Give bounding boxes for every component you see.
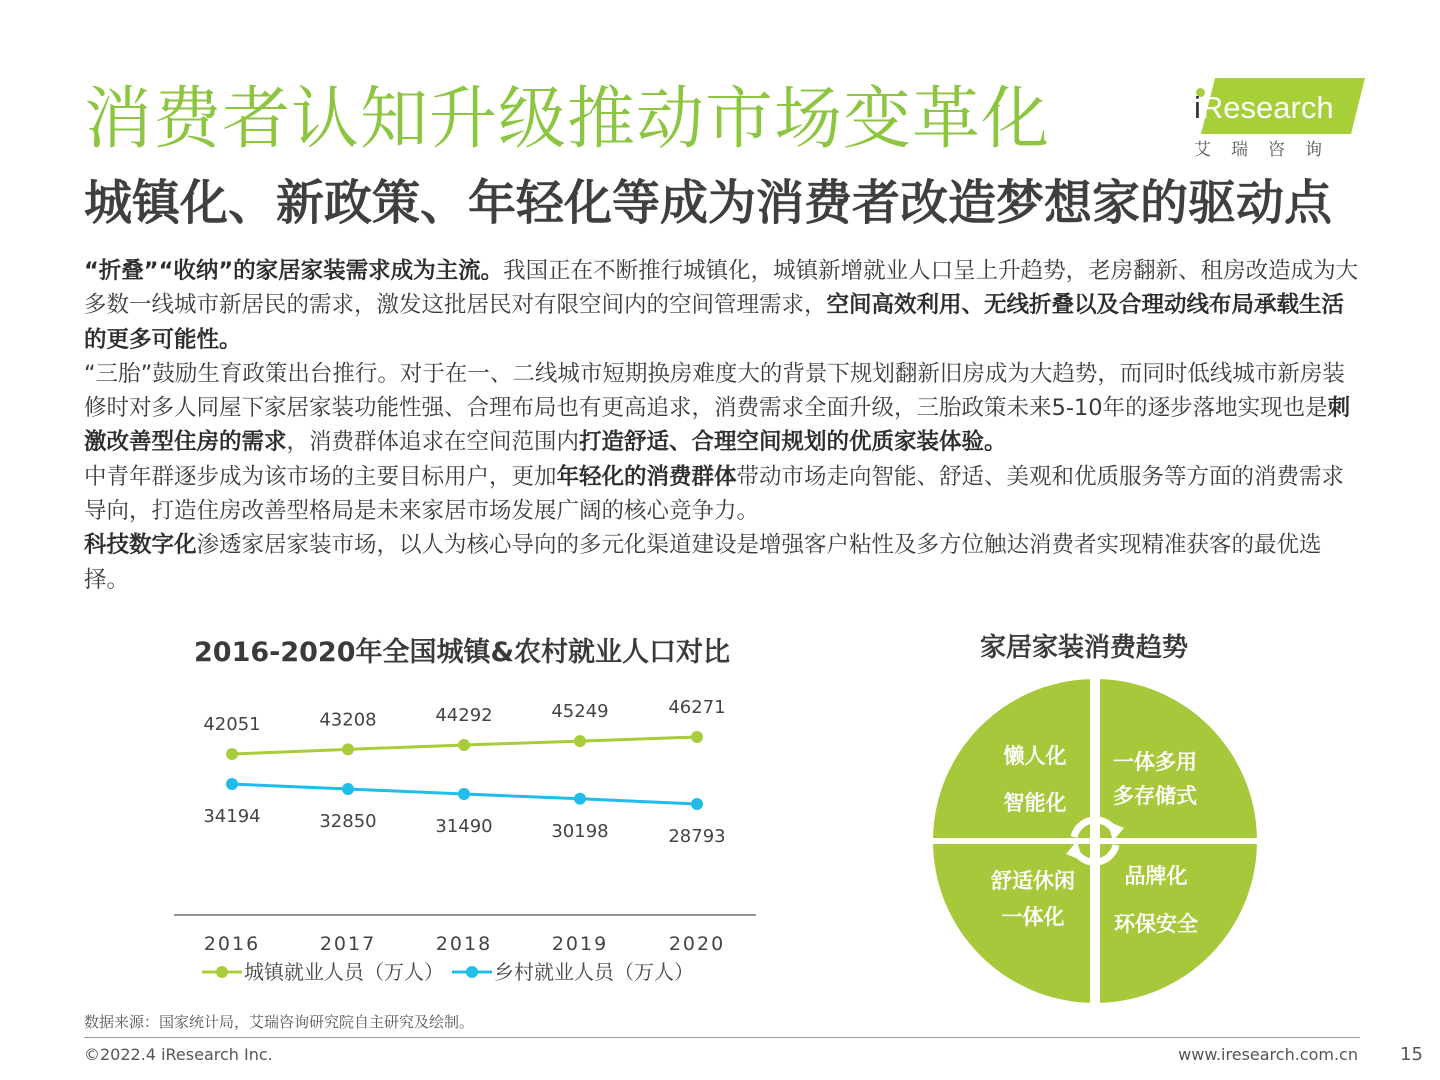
paragraph-digitalization	[84, 528, 1364, 597]
urban-series-point	[458, 739, 470, 751]
legend-rural-marker	[466, 966, 478, 978]
quadrant-top-left-label: 懒人化	[1003, 744, 1067, 768]
trend-diagram	[920, 670, 1270, 1010]
iresearch-logo	[1188, 74, 1368, 164]
rural-series-data-label: 32850	[319, 810, 377, 832]
quadrant-bottom-right-label: 环保安全	[1114, 912, 1198, 936]
rural-series-data-label: 28793	[668, 826, 726, 847]
x-tick-label: 2018	[435, 933, 493, 955]
rural-series-point	[691, 798, 703, 810]
logo-text-rest: Research	[1200, 90, 1334, 125]
logo-chinese: 艾瑞咨询	[1194, 140, 1342, 160]
x-tick-label: 2017	[319, 933, 377, 955]
rural-series-point	[342, 783, 354, 795]
rural-series-point	[226, 778, 238, 790]
employment-line-chart	[160, 680, 770, 990]
text: 带动市场走向智能、舒适、美观和优质服务等方面的消费需求导向，打造住房改善型格局是未来家居市场发展广阔的核心竞争力。	[84, 463, 1345, 525]
urban-series-data-label: 44292	[435, 704, 493, 726]
urban-series-data-label: 42051	[203, 714, 261, 735]
body-text	[84, 254, 1364, 597]
logo-text	[1194, 88, 1334, 128]
text: ，消费群体追求在空间范围内	[286, 429, 580, 456]
paragraph-three-child-policy	[84, 357, 1364, 460]
x-tick-label: 2020	[668, 933, 726, 955]
logo-text-first: i	[1194, 90, 1201, 125]
urban-series-point	[342, 743, 354, 755]
text: 中青年群逐步成为该市场的主要目标用户，更加	[84, 463, 557, 490]
quadrant-top-right-label: 一体多用	[1113, 750, 1197, 774]
chart-title: 2016-2020年全国城镇&农村就业人口对比	[194, 637, 731, 668]
urban-series-point	[226, 748, 238, 760]
website-link[interactable]: www.iresearch.com.cn	[1178, 1045, 1358, 1064]
rural-series-point	[458, 788, 470, 800]
quadrant-bottom-left-label: 一体化	[1001, 905, 1065, 929]
page-number: 15	[1400, 1044, 1423, 1065]
footer-divider	[84, 1037, 1360, 1038]
page-title: 消费者认知升级推动市场变革化	[84, 80, 1051, 159]
bold-text: 年轻化的消费群体	[556, 463, 737, 490]
quadrant-bottom-right-label: 品牌化	[1124, 864, 1188, 888]
copyright: ©2022.4 iResearch Inc.	[84, 1045, 273, 1064]
text: 我国正在不断推行城镇化，城镇新增就业人口呈上升趋势，老房翻新、租房改造成为大多数一线城市新居民的需求，激发这批居民对有限空间内的空间管理需求，	[84, 258, 1359, 319]
urban-series-point	[574, 735, 586, 747]
paragraph-folding-storage	[84, 254, 1364, 357]
paragraph-young-users	[84, 460, 1364, 529]
bold-text: 刺激改善型住房的需求	[84, 395, 1351, 456]
page-subtitle: 城镇化、新政策、年轻化等成为消费者改造梦想家的驱动点	[84, 175, 1333, 231]
rural-series-point	[574, 793, 586, 805]
rural-series-data-label: 34194	[203, 806, 261, 827]
bold-text: 科技数字化	[84, 532, 197, 559]
legend-rural-label: 乡村就业人员（万人）	[494, 960, 694, 984]
urban-series-data-label: 45249	[551, 701, 609, 723]
bold-text: 空间高效利用、无线折叠以及合理动线布局承载生活的更多可能性。	[84, 292, 1345, 353]
data-source: 数据来源：国家统计局，艾瑞咨询研究院自主研究及绘制。	[84, 1013, 475, 1031]
urban-series-data-label: 46271	[668, 697, 726, 718]
rural-series-data-label: 30198	[551, 820, 609, 842]
rural-series-data-label: 31490	[435, 816, 493, 838]
trend-diagram-title: 家居家装消费趋势	[980, 633, 1189, 663]
bold-text: “折叠”“收纳”的家居家装需求成为主流。	[84, 258, 504, 284]
legend-urban-marker	[216, 966, 228, 978]
bold-text: 打造舒适、合理空间规划的优质家装体验。	[579, 429, 1007, 456]
urban-series-point	[691, 731, 703, 743]
quadrant-bottom-left-label: 舒适休闲	[991, 869, 1075, 893]
urban-series-data-label: 43208	[319, 709, 377, 731]
text: “三胎”鼓励生育政策出台推行。对于在一、二线城市短期换房难度大的背景下规划翻新旧房成为大趋势，而同时低线城市新房装修时对多人同屋下家居家装功能性强、合理布局也有更高追求，消费需求全面升级，三胎政策未来5-10年的逐步落地实现也是	[84, 360, 1345, 422]
x-tick-label: 2016	[203, 933, 261, 955]
text: 渗透家居家装市场，以人为核心导向的多元化渠道建设是增强客户粘性及多方位触达消费者实现精准获客的最优选择。	[84, 532, 1322, 593]
legend-urban-label: 城镇就业人员（万人）	[244, 960, 444, 984]
x-tick-label: 2019	[551, 933, 609, 955]
quadrant-top-left-label: 智能化	[1003, 791, 1067, 815]
quadrant-top-right-label: 多存储式	[1113, 784, 1197, 808]
